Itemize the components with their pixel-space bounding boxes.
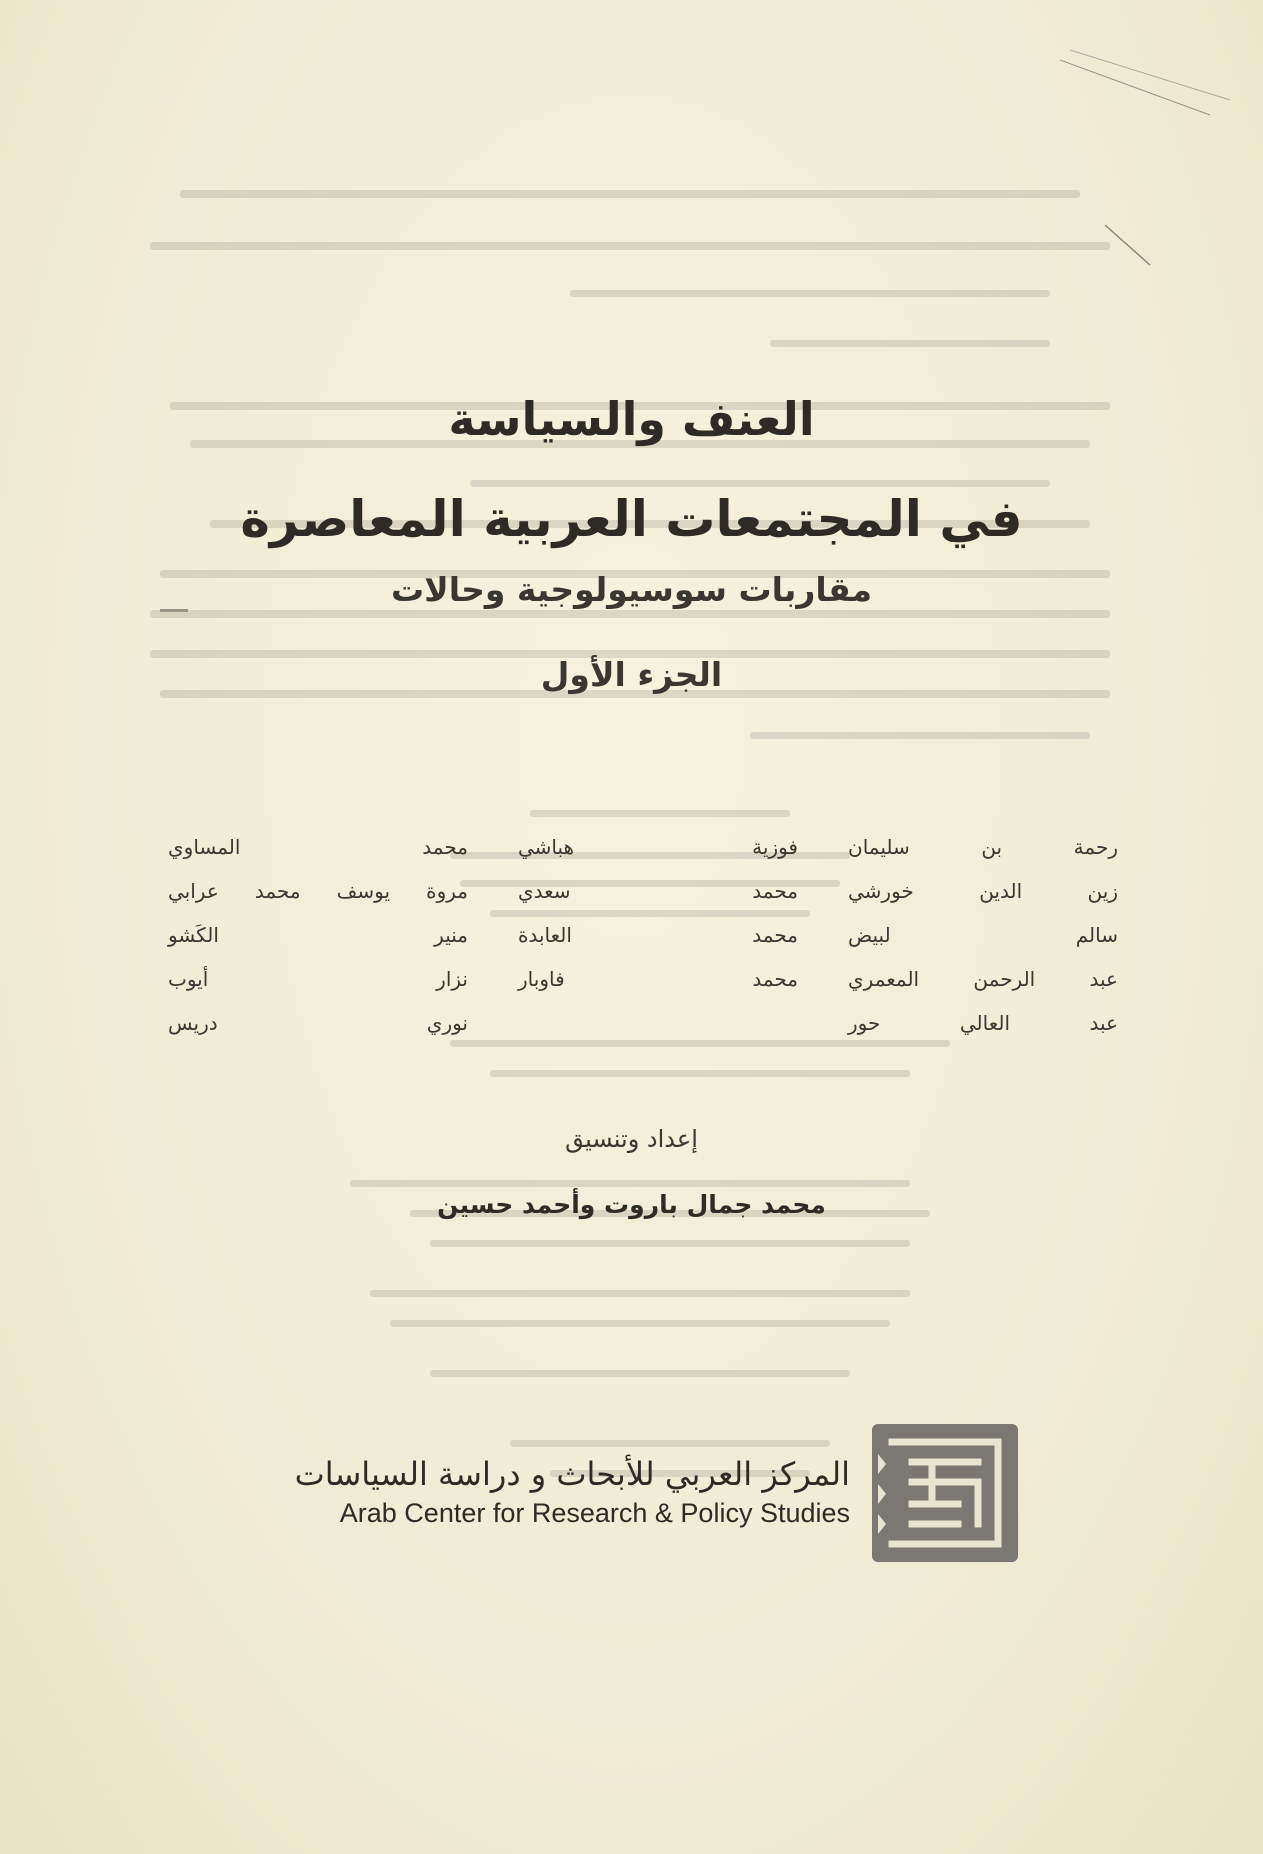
author-name-empty (488, 1008, 808, 1038)
book-title-line-2: في المجتمعات العربية المعاصرة (240, 490, 1023, 548)
volume-label: الجزء الأول (540, 655, 723, 694)
author-name: نزار أيوب (168, 967, 468, 991)
paper-scratch-mark (1060, 40, 1240, 120)
author-name: عبد الرحمن المعمري (848, 967, 1118, 991)
book-title-line-1: العنف والسياسة (448, 392, 815, 446)
author-name: رحمة بن سليمان (848, 835, 1118, 859)
author-name: محمد العابدة (518, 923, 798, 947)
book-subtitle: مقاربات سوسيولوجية وحالات (390, 570, 872, 609)
author-name: نوري دريس (168, 1011, 468, 1035)
publisher-name-arabic: المركز العربي للأبحاث و دراسة السياسات (294, 1455, 850, 1493)
author-name: زين الدين خورشي (848, 879, 1118, 903)
acrps-logo-icon (872, 1424, 1018, 1562)
preparation-label: إعداد وتنسيق (565, 1125, 698, 1153)
editors-names: محمد جمال باروت وأحمد حسين (437, 1190, 826, 1219)
paper-scratch-mark (1100, 220, 1160, 270)
author-name: مروة يوسف محمد عرابي (168, 879, 468, 903)
author-name: محمد فاوبار (518, 967, 798, 991)
publisher-name-english: Arab Center for Research & Policy Studies (339, 1498, 850, 1528)
author-name: سالم لبيض (848, 923, 1118, 947)
author-name: منير الكَشو (168, 923, 468, 947)
author-name: فوزية هباشي (518, 835, 798, 859)
author-name: عبد العالي حور (848, 1011, 1118, 1035)
authors-list (168, 832, 1118, 1038)
author-name: محمد المساوي (168, 835, 468, 859)
author-name: محمد سعدي (518, 879, 798, 903)
